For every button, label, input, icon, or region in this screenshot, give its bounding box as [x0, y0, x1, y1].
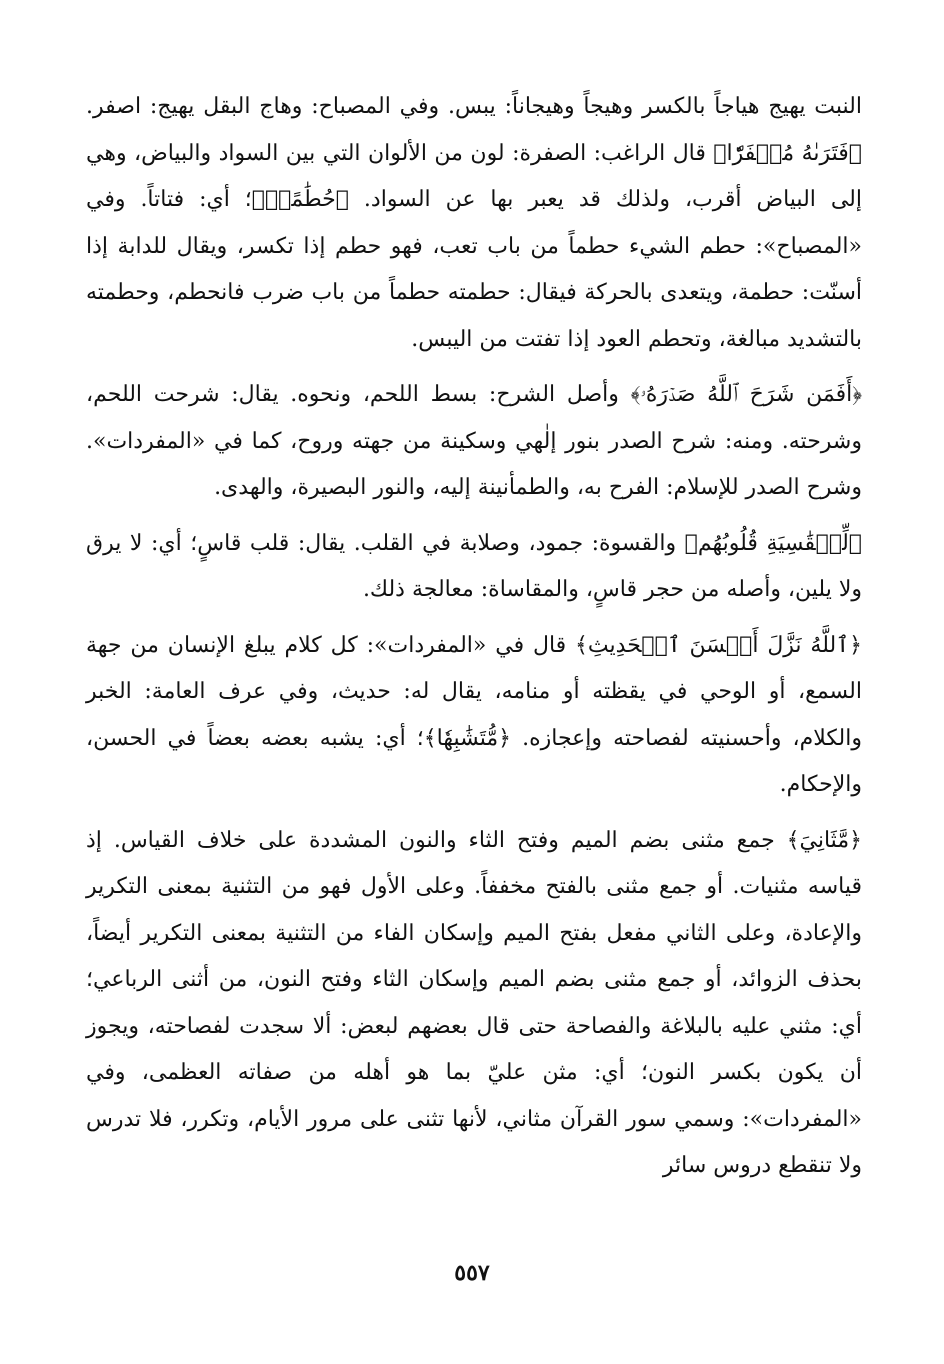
- paragraph-3: [86, 521, 862, 614]
- paragraph-2: [86, 372, 862, 512]
- paragraph-text: النبت يهيج هياجاً بالكسر وهيجاً وهيجاناً: يبس. وفي المصباح: وهاج البقل يهيج: اصفر. ﴿فَتَرَىٰهُ مُصۡفَرّٗا﴾ قال الراغب: الصفرة: لون من الألوان التي بين السواد والبياض، وهي إلى البياض أقرب، ولذلك قد يعبر بها عن السواد. ﴿حُطَٰمًاۚ﴾؛ أي: فتاتاً. وفي «المصباح»: حطم الشيء حطماً من باب تعب، فهو حطم إذا تكسر، ويقال للدابة إذا أسنّت: حطمة، ويتعدى بالحركة فيقال: حطمته حطماً من باب ضرب فانحطم، وحطمته بالتشديد مبالغة، وتحطم العود إذا تفتت من اليبس.: [86, 94, 862, 352]
- paragraph-text: ﴿لِّلۡقَٰسِيَةِ قُلُوبُهُم﴾ والقسوة: جمود، وصلابة في القلب. يقال: قلب قاسٍ؛ أي: لا يرق ولا يلين، وأصله من حجر قاسٍ، والمقاساة: معالجة ذلك.: [86, 530, 862, 602]
- paragraph-5: [86, 818, 862, 1190]
- page-text-body: [86, 84, 862, 1190]
- paragraph-text: ﴿ٱللَّهُ نَزَّلَ أَحۡسَنَ ٱلۡحَدِيثِ﴾ قال في «المفردات»: كل كلام يبلغ الإنسان من جهة السمع، أو الوحي في يقظته أو منامه، يقال له: حديث، وفي عرف العامة: الخبر والكلام، وأحسنيته لفصاحته وإعجازه. ﴿مُّتَشَٰبِهٗا﴾؛ أي: يشبه بعضه بعضاً في الحسن، والإحكام.: [86, 632, 862, 797]
- paragraph-text: ﴿مَّثَانِيَ﴾ جمع مثنى بضم الميم وفتح الثاء والنون المشددة على خلاف القياس. إذ قياسه مثنيات. أو جمع مثنى بالفتح مخففاً. وعلى الأول فهو من التثنية بمعنى التكرير والإعادة، وعلى الثاني مفعل بفتح الميم وإسكان الفاء من التثنية بمعنى التكرير أيضاً، بحذف الزوائد، أو جمع مثنى بضم الميم وإسكان الثاء وفتح النون، من أثنى الرباعي؛ أي: مثني عليه بالبلاغة والفصاحة حتى قال بعضهم لبعض: ألا سجدت لفصاحته، ويجوز أن يكون بكسر النون؛ أي: مثن عليّ بما هو أهله من صفاته العظمى، وفي «المفردات»: وسمي سور القرآن مثاني، لأنها تثنى على مرور الأيام، وتكرر، فلا تدرس ولا تنقطع دروس سائر: [86, 827, 863, 1178]
- paragraph-text: ﴿أَفَمَن شَرَحَ ٱللَّهُ صَدۡرَهُۥ﴾ وأصل الشرح: بسط اللحم، ونحوه. يقال: شرحت اللحم، وشرحته. ومنه: شرح الصدر بنور إلٰهي وسكينة من جهته وروح، كما في «المفردات». وشرح الصدر للإسلام: الفرح به، والطمأنينة إليه، والنور البصيرة، والهدى.: [86, 382, 862, 500]
- paragraph-1: [86, 84, 862, 363]
- page-number: ٥٥٧: [454, 1260, 490, 1286]
- paragraph-4: [86, 623, 862, 809]
